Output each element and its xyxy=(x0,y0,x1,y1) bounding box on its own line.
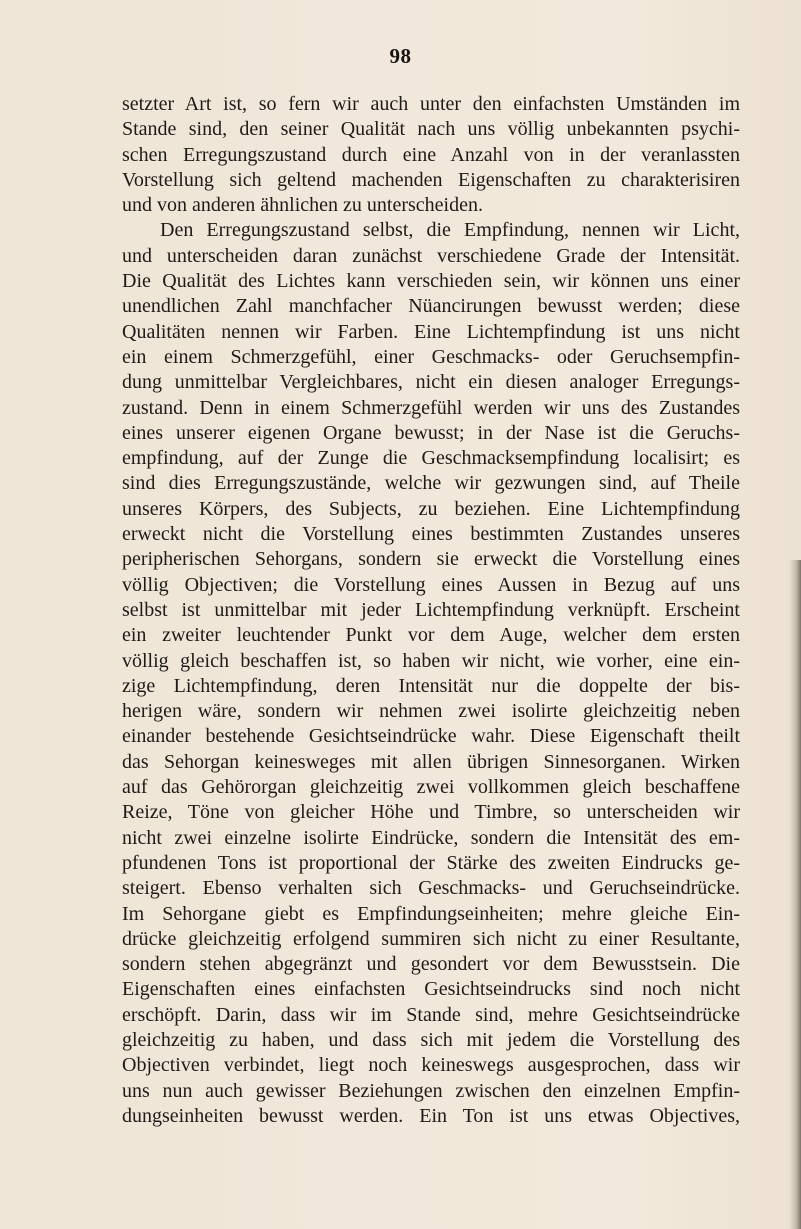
text-line: unendlichen Zahl manchfacher Nüancirungen bewusst werden; diese xyxy=(122,295,740,318)
text-line: drücke gleichzeitig erfolgend summiren sich nicht zu einer Resultante, xyxy=(122,927,740,950)
text-line: erschöpft. Darin, dass wir im Stande sind, mehre Gesichtseindrücke xyxy=(122,1003,740,1026)
text-line: selbst ist unmittelbar mit jeder Lichtempfindung verknüpft. Erscheint xyxy=(122,598,740,621)
text-line: Die Qualität des Lichtes kann verschieden sein, wir können uns einer xyxy=(122,270,740,293)
text-line: unseres Körpers, des Subjects, zu beziehen. Eine Lichtempfindung xyxy=(122,497,740,520)
body-text xyxy=(122,92,740,1129)
text-line: steigert. Ebenso verhalten sich Geschmacks- und Geruchseindrücke. xyxy=(122,877,740,900)
text-line: Im Sehorgane giebt es Empfindungseinheiten; mehre gleiche Ein- xyxy=(122,902,740,925)
text-line: und unterscheiden daran zunächst verschiedene Grade der Intensität. xyxy=(122,244,740,267)
text-line: pfundenen Tons ist proportional der Stärke des zweiten Eindrucks ge- xyxy=(122,851,740,874)
text-line: auf das Gehörorgan gleichzeitig zwei vollkommen gleich beschaffene xyxy=(122,776,740,799)
text-line: erweckt nicht die Vorstellung eines bestimmten Zustandes unseres xyxy=(122,523,740,546)
text-line: Reize, Töne von gleicher Höhe und Timbre, so unterscheiden wir xyxy=(122,801,740,824)
text-line: einander bestehende Gesichtseindrücke wahr. Diese Eigenschaft theilt xyxy=(122,725,740,748)
text-line: empfindung, auf der Zunge die Geschmacksempfindung localisirt; es xyxy=(122,447,740,470)
text-line: schen Erregungszustand durch eine Anzahl von in der veranlassten xyxy=(122,143,740,166)
text-line: völlig gleich beschaffen ist, so haben wir nicht, wie vorher, eine ein- xyxy=(122,649,740,672)
text-line: und von anderen ähnlichen zu unterscheiden. xyxy=(122,194,483,217)
text-line: dung unmittelbar Vergleichbares, nicht ein diesen analoger Erregungs- xyxy=(122,371,740,394)
text-line: Objectiven verbindet, liegt noch keineswegs ausgesprochen, dass wir xyxy=(122,1054,740,1077)
text-line: uns nun auch gewisser Beziehungen zwischen den einzelnen Empfin- xyxy=(122,1079,740,1102)
text-line: setzter Art ist, so fern wir auch unter den einfachsten Umständen im xyxy=(122,93,740,115)
text-line: gleichzeitig zu haben, und dass sich mit jedem die Vorstellung des xyxy=(122,1028,740,1051)
text-line: ein einem Schmerzgefühl, einer Geschmacks- oder Geruchsempfin- xyxy=(122,345,740,368)
page-edge-shadow xyxy=(789,560,801,1229)
text-line: zige Lichtempfindung, deren Intensität nur die doppelte der bis- xyxy=(122,674,740,697)
text-line: sind dies Erregungszustände, welche wir gezwungen sind, auf Theile xyxy=(122,472,740,495)
text-line: Stande sind, den seiner Qualität nach uns völlig unbekannten psychi- xyxy=(122,118,740,141)
text-line: das Sehorgan keinesweges mit allen übrigen Sinnesorganen. Wirken xyxy=(122,750,740,773)
text-line: Vorstellung sich geltend machenden Eigenschaften zu charakterisiren xyxy=(122,168,740,191)
text-line: herigen wäre, sondern wir nehmen zwei isolirte gleichzeitig neben xyxy=(122,700,740,723)
text-line: eines unserer eigenen Organe bewusst; in der Nase ist die Geruchs- xyxy=(122,421,740,444)
text-line: Eigenschaften eines einfachsten Gesichtseindrucks sind noch nicht xyxy=(122,978,740,1001)
text-line: ein zweiter leuchtender Punkt vor dem Auge, welcher dem ersten xyxy=(122,624,740,647)
text-line: zustand. Denn in einem Schmerzgefühl werden wir uns des Zustandes xyxy=(122,396,740,419)
page-number: 98 xyxy=(389,44,412,68)
text-line: nicht zwei einzelne isolirte Eindrücke, sondern die Intensität des em- xyxy=(122,826,740,849)
text-line: dungseinheiten bewusst werden. Ein Ton ist uns etwas Objectives, xyxy=(122,1104,740,1127)
text-line: sondern stehen abgegränzt und gesondert vor dem Bewusstsein. Die xyxy=(122,953,740,976)
text-line: Den Erregungszustand selbst, die Empfindung, nennen wir Licht, xyxy=(160,219,740,242)
text-line: peripherischen Sehorgans, sondern sie erweckt die Vorstellung eines xyxy=(122,548,740,571)
text-line: Qualitäten nennen wir Farben. Eine Lichtempfindung ist uns nicht xyxy=(122,320,740,343)
text-line: völlig Objectiven; die Vorstellung eines Aussen in Bezug auf uns xyxy=(122,573,740,596)
